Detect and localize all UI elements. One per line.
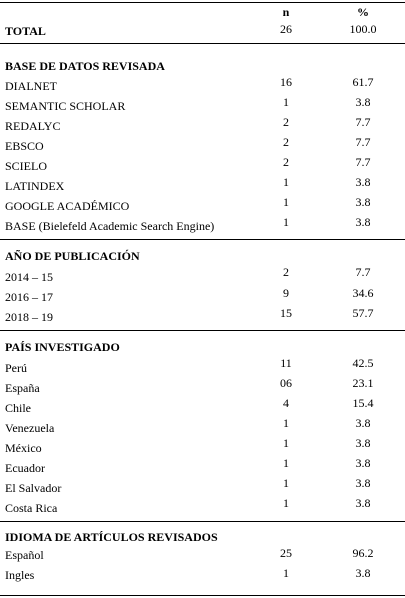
row-label: El Salvador (5, 481, 62, 495)
row-pct: 3.8 (355, 95, 371, 109)
row-n: 2 (283, 115, 289, 129)
row-n: 11 (280, 356, 292, 370)
row-pct: 3.8 (355, 496, 371, 510)
row-pct: 61.7 (352, 75, 374, 89)
total-pct: 100.0 (349, 22, 377, 36)
row-n: 1 (283, 215, 289, 229)
row-pct: 15.4 (352, 396, 374, 410)
section-rule (0, 521, 405, 522)
row-pct: 3.8 (355, 476, 371, 490)
row-label: REDALYC (5, 119, 61, 133)
row-label: 2016 – 17 (5, 290, 53, 304)
row-n: 2 (283, 155, 289, 169)
top-rule (0, 2, 405, 3)
row-label: España (5, 381, 40, 395)
row-pct: 3.8 (355, 456, 371, 470)
row-n: 1 (283, 436, 289, 450)
row-n: 06 (280, 376, 292, 390)
row-pct: 7.7 (355, 155, 371, 169)
section-title-language: IDIOMA DE ARTÍCULOS REVISADOS (5, 530, 218, 544)
row-pct: 7.7 (355, 115, 371, 129)
row-label: LATINDEX (5, 179, 65, 193)
row-n: 9 (283, 286, 289, 300)
row-label: Español (5, 548, 44, 562)
row-label: Perú (5, 361, 27, 375)
section-title-databases: BASE DE DATOS REVISADA (5, 59, 165, 73)
row-n: 2 (283, 265, 289, 279)
row-pct: 96.2 (352, 546, 374, 560)
row-pct: 42.5 (352, 356, 374, 370)
total-n: 26 (280, 22, 292, 36)
row-n: 4 (283, 396, 289, 410)
header-n: n (282, 5, 290, 19)
row-pct: 34.6 (352, 286, 374, 300)
row-pct: 57.7 (352, 306, 374, 320)
bottom-rule (0, 595, 405, 596)
row-pct: 3.8 (355, 175, 371, 189)
row-label: Ecuador (5, 461, 45, 475)
row-n: 1 (283, 416, 289, 430)
row-label: BASE (Bielefeld Academic Search Engine) (5, 219, 215, 233)
section-title-publication-year: AÑO DE PUBLICACIÓN (5, 249, 140, 263)
row-label: Chile (5, 401, 31, 415)
row-label: 2018 – 19 (5, 310, 53, 324)
row-label: SCIELO (5, 159, 47, 173)
row-pct: 3.8 (355, 416, 371, 430)
row-n: 2 (283, 135, 289, 149)
header-rule (0, 43, 405, 44)
row-n: 1 (283, 496, 289, 510)
total-label: TOTAL (5, 24, 46, 38)
row-n: 16 (280, 75, 292, 89)
row-n: 25 (280, 546, 292, 560)
row-pct: 7.7 (355, 265, 371, 279)
row-label: Ingles (5, 568, 35, 582)
row-label: 2014 – 15 (5, 270, 53, 284)
section-rule (0, 330, 405, 331)
row-pct: 7.7 (355, 135, 371, 149)
row-label: Venezuela (5, 421, 55, 435)
row-n: 1 (283, 476, 289, 490)
row-n: 1 (283, 456, 289, 470)
header-pct: % (357, 5, 369, 19)
row-pct: 3.8 (355, 566, 371, 580)
row-n: 15 (280, 306, 292, 320)
row-label: GOOGLE ACADÉMICO (5, 199, 130, 213)
section-rule (0, 239, 405, 240)
row-n: 1 (283, 175, 289, 189)
row-pct: 3.8 (355, 195, 371, 209)
row-n: 1 (283, 195, 289, 209)
row-pct: 23.1 (352, 376, 374, 390)
row-label: México (5, 441, 42, 455)
row-label: Costa Rica (5, 501, 58, 515)
section-title-country: PAÍS INVESTIGADO (5, 340, 120, 354)
row-pct: 3.8 (355, 436, 371, 450)
row-n: 1 (283, 566, 289, 580)
row-label: SEMANTIC SCHOLAR (5, 99, 126, 113)
row-n: 1 (283, 95, 289, 109)
row-pct: 3.8 (355, 215, 371, 229)
row-label: DIALNET (5, 79, 57, 93)
row-label: EBSCO (5, 139, 44, 153)
